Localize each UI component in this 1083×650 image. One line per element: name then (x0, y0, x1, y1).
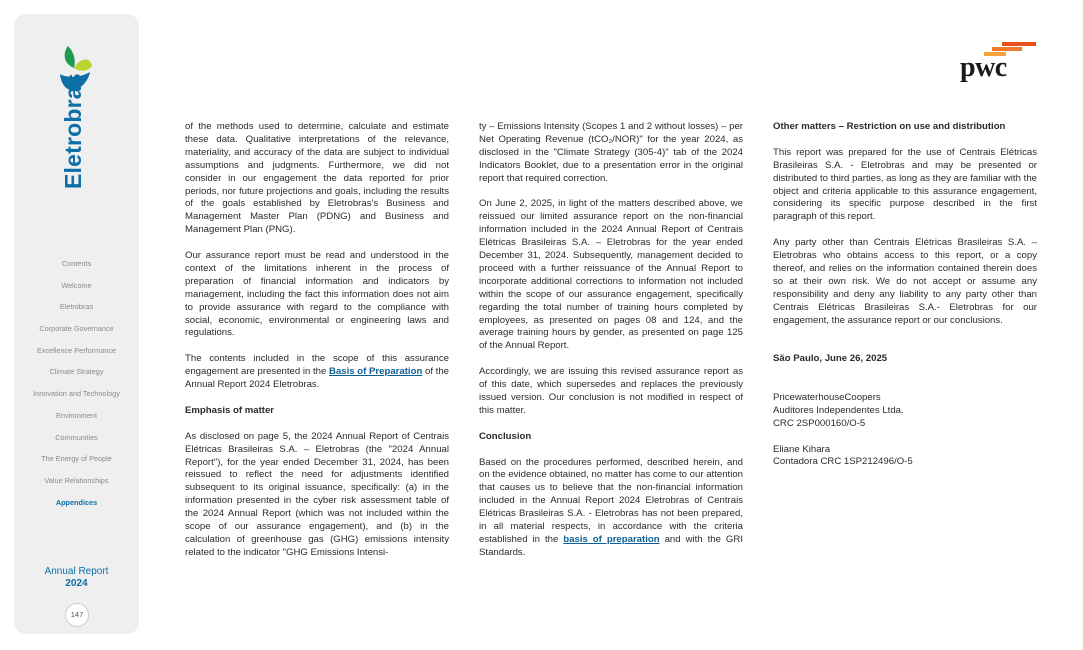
col2-p4-text-after: and with the GRI Standards. (479, 533, 743, 558)
nav-item-appendices[interactable]: Appendices (55, 497, 98, 507)
col3-paragraph-1: This report was prepared for the use of Centrais Elétricas Brasileiras S.A. - Eletrobras and may be presented or distributed to third parties, as long as they are familiar with the object and criteria applicable to this assurance engagement, considering its specific purpose described in the first paragraph of this report. (773, 146, 1037, 223)
eletrobras-wordmark: Eletrobras (60, 73, 86, 189)
col2-paragraph-2: On June 2, 2025, in light of the matters described above, we reissued our limited assurance report on the non-financial information included in the 2024 Annual Report of Centrais Elétricas Brasileiras S.A. – Eletrobras for the year ended December 31, 2024. Subsequently, management decided to proceed with a further reissuance of the Annual Report to incorporate additional corrections to information not included within the scope of our assurance engagement, specifically regarding the total number of training hours completed by employees, as presented on pages 08 and 124, and the average training hours by gender, as presented on page 125 of the Annual Report. (479, 198, 743, 352)
annual-report-title: Annual Report (44, 566, 109, 577)
firm-subtitle: Auditores Independentes Ltda. (773, 404, 904, 416)
nav-item-welcome[interactable]: Welcome (61, 280, 92, 290)
nav-item-communities[interactable]: Communities (55, 432, 98, 442)
firm-crc: CRC 2SP000160/O-5 (773, 417, 866, 429)
column-1 (185, 121, 449, 573)
emphasis-of-matter-heading: Emphasis of matter (185, 404, 275, 416)
place-date: São Paulo, June 26, 2025 (773, 353, 888, 365)
col2-paragraph-1: ty – Emissions Intensity (Scopes 1 and 2 without losses) – per Net Operating Revenue (tCO₂/NOR)" for the year 2024, as disclosed in the "Climate Strategy (305-4)" tab of the 2024 Indicators Booklet, due to a presentation error in the original report that required correction. (479, 121, 743, 184)
nav-item-eletrobras[interactable]: Eletrobras (59, 302, 94, 312)
nav-item-corporate-governance[interactable]: Corporate Governance (39, 324, 114, 334)
nav-item-energy-of-people[interactable]: The Energy of People (41, 454, 112, 464)
nav-item-excellence-performance[interactable]: Excellence Performance (36, 345, 117, 355)
conclusion-heading: Conclusion (479, 430, 532, 442)
pwc-logo (958, 42, 1040, 84)
nav-item-climate-strategy[interactable]: Climate Strategy (49, 367, 104, 377)
sidebar-nav (14, 253, 139, 513)
col1-paragraph-2: Our assurance report must be read and understood in the context of the limitations inherent in the process of preparation of financial information and indicators by management, including the fact this information does not aim to provide assurance with regard to the compliance with social, economic, environmental or engineering laws and regulations. (185, 250, 449, 339)
firm-name: PricewaterhouseCoopers (773, 391, 881, 403)
page-number-badge: 147 (65, 603, 89, 627)
col1-paragraph-4: As disclosed on page 5, the 2024 Annual Report of Centrais Elétricas Brasileiras S.A. – Eletrobras (the "2024 Annual Report"), for the year ended December 31, 2024, has been reissued to reflect the need for adjustments identified subsequent to its original issuance, specifically: (a) in the information presented in the cyber risk assessment table of the 2024 Annual Report (which was not included within the scope of our assurance engagement), and (b) in the calculation of greenhouse gas (GHG) emissions intensity related to the indicator "GHG Emissions Intensi- (185, 430, 449, 558)
column-3 (773, 121, 1037, 469)
col1-p3-text-before: The contents included in the scope of this assurance engagement are presented in the (185, 353, 449, 378)
sidebar (14, 14, 139, 634)
col3-paragraph-2: Any party other than Centrais Elétricas Brasileiras S.A. – Eletrobras who obtains access to this report, or a copy thereof, and relies on the information contained therein does so at their own risk. We do not accept or assume any responsibility and deny any liability to any party other than Centrais Elétricas Brasileiras S.A.- Eletrobras for our engagement, the assurance report or our conclusions. (773, 237, 1037, 326)
nav-item-value-relationships[interactable]: Value Relationships (44, 475, 109, 485)
other-matters-heading: Other matters – Restriction on use and distribution (773, 121, 1006, 132)
basis-of-preparation-link-2[interactable]: basis of preparation (563, 533, 660, 545)
nav-item-contents[interactable]: Contents (61, 259, 92, 268)
col2-paragraph-3: Accordingly, we are issuing this revised assurance report as of this date, which supersedes and replaces the previously issued version. Our conclusion is not modified in respect of this matter. (479, 366, 743, 416)
annual-report-label (14, 566, 139, 590)
pwc-wordmark: pwc (960, 52, 1007, 83)
signer-title: Contadora CRC 1SP212496/O-5 (773, 456, 913, 468)
col1-p3-text-after: of the Annual Report 2024 Eletrobras. (185, 366, 449, 391)
basis-of-preparation-link[interactable]: Basis of Preparation (329, 366, 423, 378)
signer-name: Eliane Kihara (773, 443, 831, 455)
nav-item-innovation-technology[interactable]: Innovation and Technology (33, 389, 120, 399)
col2-paragraph-4 (479, 457, 743, 560)
col2-p4-text-before: Based on the procedures performed, described herein, and on the evidence obtained, no matter has come to our attention that causes us to believe that the non-financial information included in the Annual Report 2024 Eletrobras of Centrais Elétricas Brasileiras S.A. - Eletrobras has not been prepared, in all material respects, in accordance with the criteria established in the (479, 456, 744, 545)
annual-report-year: 2024 (65, 578, 88, 589)
col1-paragraph-3 (185, 353, 449, 392)
nav-item-environment[interactable]: Environment (56, 410, 97, 420)
column-2 (479, 121, 743, 573)
col1-paragraph-1: of the methods used to determine, calculate and estimate these data. Qualitative interpretations of the relevance, materiality, and accuracy of the data are subject to individual assumptions and judgments. Furthermore, we did not consider in our engagement the data reported for prior periods, nor future projections and goals, including the results of the goals established by Eletrobras's Business and Management Master Plan (PDNG) and Business and Management Plan (PNG). (185, 121, 449, 236)
